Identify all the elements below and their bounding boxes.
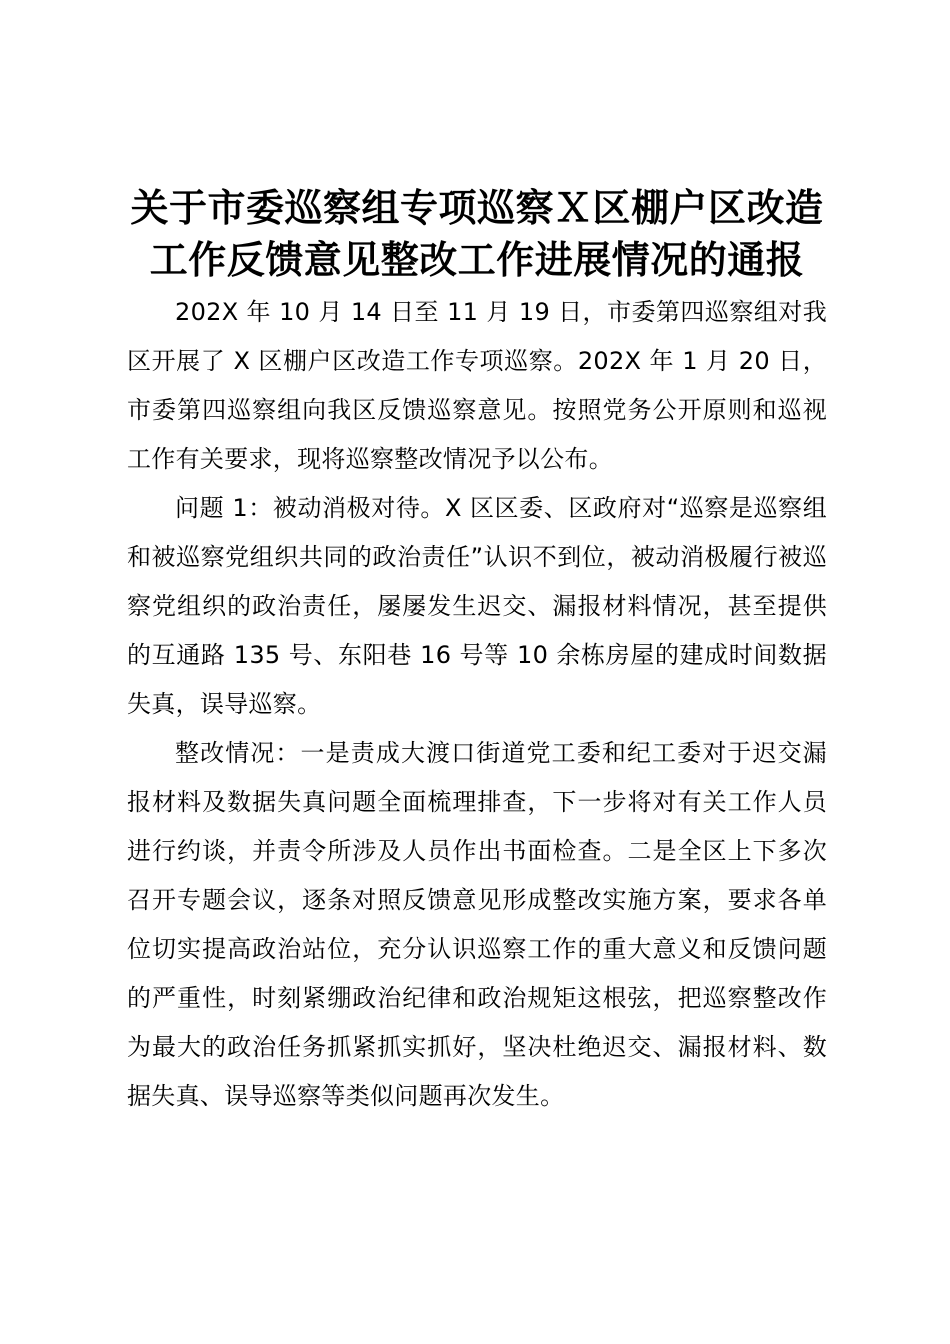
document-body	[127, 288, 827, 1121]
paragraph-problem-1: 问题 1：被动消极对待。X 区区委、区政府对“巡察是巡察组和被巡察党组织共同的政治责任”认识不到位，被动消极履行被巡察党组织的政治责任，屡屡发生迟交、漏报材料情况，甚至提供的互通路 135 号、东阳巷 16 号等 10 余栋房屋的建成时间数据失真，误导巡察。	[127, 494, 827, 718]
paragraph-rectification: 整改情况：一是责成大渡口街道党工委和纪工委对于迟交漏报材料及数据失真问题全面梳理排查，下一步将对有关工作人员进行约谈，并责令所涉及人员作出书面检查。二是全区上下多次召开专题会议，逐条对照反馈意见形成整改实施方案，要求各单位切实提高政治站位，充分认识巡察工作的重大意义和反馈问题的严重性，时刻紧绷政治纪律和政治规矩这根弦，把巡察整改作为最大的政治任务抓紧抓实抓好，坚决杜绝迟交、漏报材料、数据失真、误导巡察等类似问题再次发生。	[127, 739, 827, 1110]
document-page	[127, 182, 827, 1121]
paragraph-intro: 202X 年 10 月 14 日至 11 月 19 日，市委第四巡察组对我区开展了 X 区棚户区改造工作专项巡察。202X 年 1 月 20 日，市委第四巡察组向我区反馈巡察意见。按照党务公开原则和巡视工作有关要求，现将巡察整改情况予以公布。	[127, 298, 827, 473]
document-title: 关于市委巡察组专项巡察Ｘ区棚户区改造工作反馈意见整改工作进展情况的通报	[130, 185, 824, 282]
